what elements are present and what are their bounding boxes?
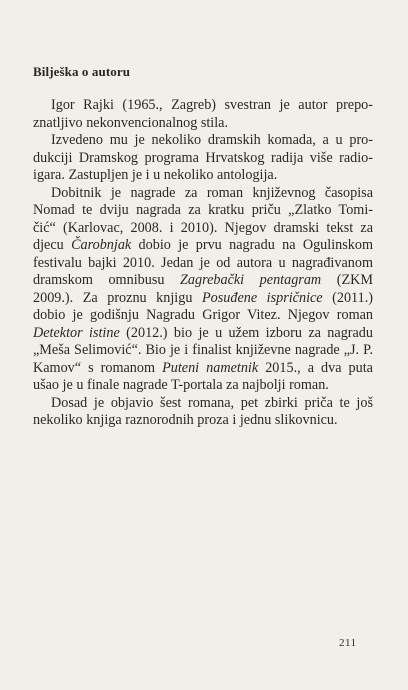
text-line: igara. Zastupljen je i u nekoliko antologija. [33, 167, 278, 183]
work-title: Čarobnjak [71, 237, 132, 253]
work-title: Zagrebački pentagram [180, 272, 322, 288]
text-line: dramskom omnibusu Zagrebački pentagram (ZKM [33, 272, 373, 288]
paragraph [33, 97, 373, 132]
author-note-body [33, 97, 373, 430]
paragraph [33, 132, 373, 185]
text-line: znatljivo nekonvencionalnog stila. [33, 114, 229, 131]
text-line: Nomad te dviju nagrada za kratku priču „Zlatko Tomi- [33, 202, 373, 218]
work-title: Detektor istine [33, 324, 120, 341]
text-line: Kamov“ s romanom Puteni nametnik 2015., a dva puta [33, 359, 373, 376]
text-line: Izvedeno mu je nekoliko dramskih komada, a u pro- [51, 132, 373, 148]
text-line: dobio je godišnju Nagradu Grigor Vitez. Njegov roman [33, 307, 373, 323]
paragraph [33, 395, 373, 430]
section-heading: Bilješka o autoru [33, 64, 131, 79]
text-line: festivalu bajki 2010. Jedan je od autora u nagrađivanom [33, 254, 373, 271]
text-line: Dobitnik je nagrade za roman književnog časopisa [51, 184, 373, 201]
text-line: Detektor istine (2012.) bio je u užem izboru za nagradu [33, 324, 373, 341]
text-line: dukciji Dramskog programa Hrvatskog radija više radio- [33, 149, 373, 166]
text-line: nekoliko knjiga raznorodnih proza i jednu slikovnicu. [33, 412, 338, 428]
text-line: Dosad je objavio šest romana, pet zbirki priča te još [51, 394, 373, 411]
page-number: 211 [339, 637, 357, 649]
text-line: „Meša Selimović“. Bio je i finalist književne nagrade „J. P. [33, 342, 373, 358]
text-line: ušao je u finale nagrade T-portala za najbolji roman. [33, 377, 329, 393]
text-line: 2009.). Za proznu knjigu Posuđene ispričnice (2011.) [33, 289, 373, 306]
work-title: Puteni nametnik [162, 359, 259, 376]
text-line: Igor Rajki (1965., Zagreb) svestran je autor prepo- [51, 97, 373, 113]
text-line: djecu Čarobnjak dobio je prvu nagradu na Ogulinskom [33, 237, 373, 253]
paragraph [33, 185, 373, 395]
work-title: Posuđene ispričnice [201, 289, 323, 306]
text-line: čić“ (Karlovac, 2008. i 2010). Njegov dramski tekst za [33, 219, 373, 236]
